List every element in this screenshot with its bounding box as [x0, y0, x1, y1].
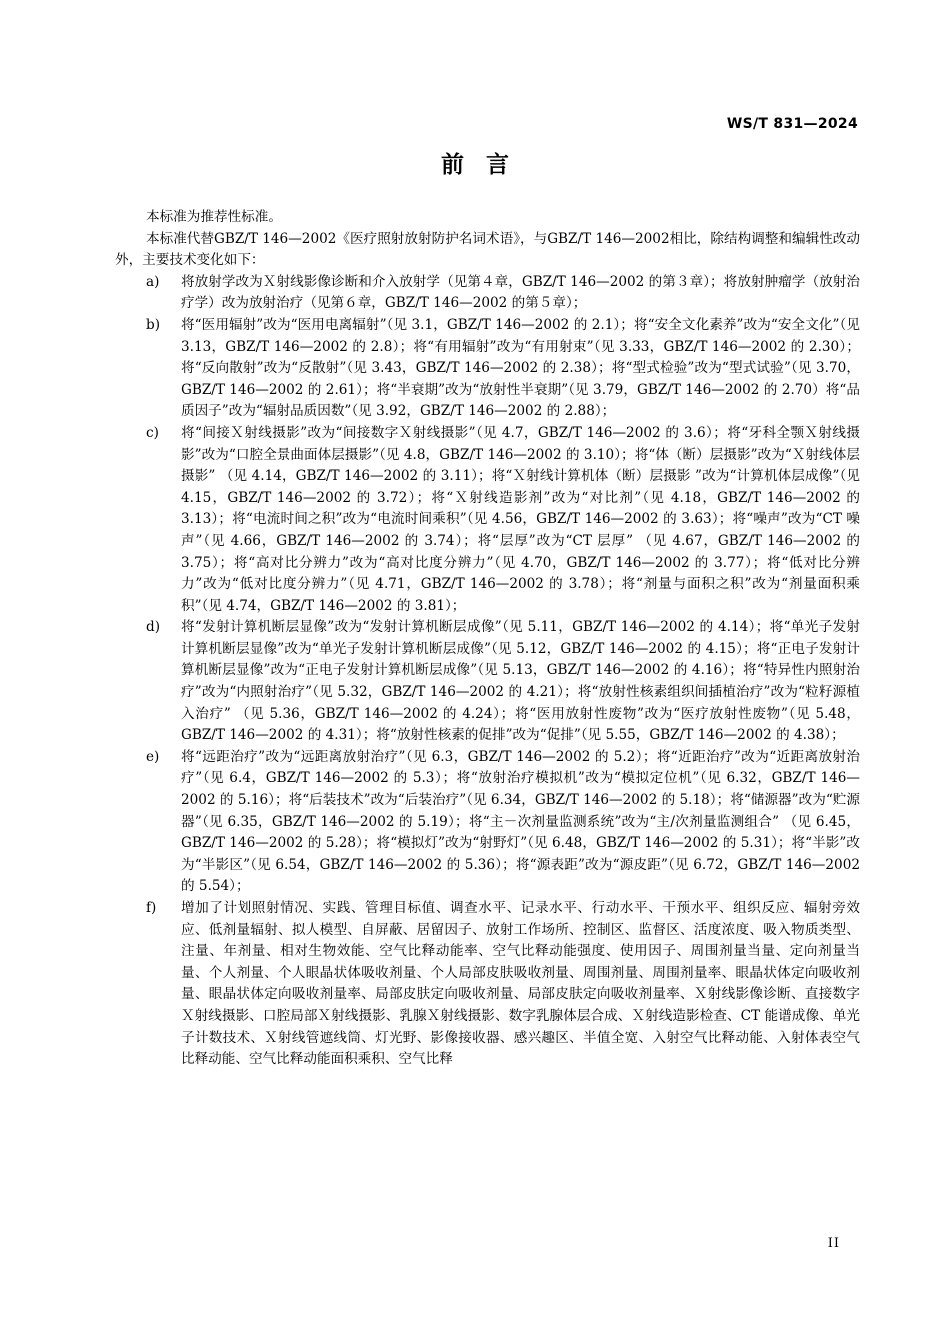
page-number: II	[827, 1236, 840, 1251]
list-item-text: 增加了计划照射情况、实践、管理目标值、调查水平、记录水平、行动水平、干预水平、组织反应、辐射旁效应、低剂量辐射、拟人模型、自屏蔽、居留因子、放射工作场所、控制区、监督区、活度浓度、吸入物质类型、注量、年剂量、相对生物效能、空气比释动能率、空气比释动能强度、使用因子、周围剂量当量、定向剂量当量、个人剂量、个人眼晶状体吸收剂量、个人局部皮肤吸收剂量、周围剂量、周围剂量率、眼晶状体定向吸收剂量、眼晶状体定向吸收剂量率、局部皮肤定向吸收剂量、局部皮肤定向吸收剂量率、Ｘ射线影像诊断、直接数字Ｘ射线摄影、口腔局部Ｘ射线摄影、乳腺Ｘ射线摄影、数字乳腺体层合成、Ｘ射线造影检查、CT 能谱成像、单光子计数技术、Ｘ射线管遮线筒、灯光野、影像接收器、感兴趣区、半值全宽、入射空气比释动能、入射体表空气比释动能、空气比释动能面积乘积、空气比释	[181, 900, 860, 1068]
list-item-text: 将“医用辐射”改为“医用电离辐射”（见 3.1，GBZ/T 146—2002 的 2.1）；将“安全文化素养”改为“安全文化”（见 3.13，GBZ/T 146—2002 的 2.8）；将“有用辐射”改为“有用射束”（见 3.33，GBZ/T 146—2002 的 2.30）；将“反向散射”改为“反散射”（见 3.43，GBZ/T 146—2002 的 2.38）；将“型式检验”改为“型式试验”（见 3.70，GBZ/T 146—2002 的 2.61）；将“半衰期”改为“放射性半衰期”（见 3.79，GBZ/T 146—2002 的 2.70）将“品质因子”改为“辐射品质因数”（见 3.92，GBZ/T 146—2002 的 2.88）；	[181, 316, 860, 420]
document-body	[115, 207, 860, 1071]
list-item-text: 将“间接Ｘ射线摄影”改为“间接数字Ｘ射线摄影”（见 4.7，GBZ/T 146—2002 的 3.6）；将“牙科全颚Ｘ射线摄影”改为“口腔全景曲面体层摄影”（见 4.8，GBZ/T 146—2002 的 3.10）；将“体（断）层摄影”改为“Ｘ射线体层摄影” （见 4.14，GBZ/T 146—2002 的 3.11）；将“Ｘ射线计算机体（断）层摄影 ”改为“计算机体层成像”（见 4.15，GBZ/T 146—2002 的 3.72）；将“Ｘ射线造影剂”改为“对比剂”（见 4.18，GBZ/T 146—2002 的 3.13）；将“电流时间之积”改为“电流时间乘积”（见 4.56，GBZ/T 146—2002 的 3.63）；将“噪声”改为“CT 噪声”（见 4.66，GBZ/T 146—2002 的 3.74）；将“层厚”改为“CT 层厚” （见 4.67，GBZ/T 146—2002 的 3.75）；将“高对比分辨力”改为“高对比度分辨力”（见 4.70，GBZ/T 146—2002 的 3.77）；将“低对比分辨力”改为“低对比度分辨力”（见 4.71，GBZ/T 146—2002 的 3.78）；将“剂量与面积之积”改为“剂量面积乘积”（见 4.74，GBZ/T 146—2002 的 3.81）；	[181, 424, 860, 614]
page-title: 前言	[441, 152, 531, 178]
intro-paragraph: 本标准为推荐性标准。	[146, 209, 282, 225]
list-item	[115, 315, 860, 423]
list-item	[115, 617, 860, 747]
list-item-text: 将放射学改为Ｘ射线影像诊断和介入放射学（见第４章，GBZ/T 146—2002 的第３章）；将放射肿瘤学（放射治疗学）改为放射治疗（见第６章，GBZ/T 146—2002 的第５章）；	[181, 273, 860, 312]
change-summary-paragraph: 本标准代替GBZ/T 146—2002《医疗照射放射防护名词术语》，与GBZ/T 146—2002相比，除结构调整和编辑性改动外，主要技术变化如下：	[115, 230, 860, 269]
list-item-text: 将“远距治疗”改为“远距离放射治疗”（见 6.3，GBZ/T 146—2002 的 5.2）；将“近距治疗”改为“近距离放射治疗”（见 6.4，GBZ/T 146—2002 的 5.3）；将“放射治疗模拟机”改为“模拟定位机”（见 6.32，GBZ/T 146—2002 的 5.16）；将“后装技术”改为“后装治疗”（见 6.34，GBZ/T 146—2002 的 5.18）；将“储源器”改为“贮源器”（见 6.35，GBZ/T 146—2002 的 5.19）；将“主－次剂量监测系统”改为“主/次剂量监测组合” （见 6.45，GBZ/T 146—2002 的 5.28）；将“模拟灯”改为“射野灯”（见 6.48，GBZ/T 146—2002 的 5.31）；将“半影”改为“半影区”（见 6.54，GBZ/T 146—2002 的 5.36）；将“源表距”改为“源皮距”（见 6.72，GBZ/T 146—2002 的 5.54）；	[181, 748, 860, 895]
list-item	[115, 423, 860, 617]
list-item-label: a)	[146, 273, 160, 290]
list-item-label: f)	[146, 900, 157, 916]
list-item	[115, 747, 860, 898]
change-list	[115, 272, 860, 1071]
list-item-label: e)	[146, 748, 160, 765]
list-item	[115, 272, 860, 315]
list-item-label: b)	[146, 316, 161, 333]
list-item-label: c)	[146, 424, 159, 441]
list-item-text: 将“发射计算机断层显像”改为“发射计算机断层成像”（见 5.11，GBZ/T 146—2002 的 4.14）；将“单光子发射计算机断层显像”改为“单光子发射计算机断层成像”（见 5.12，GBZ/T 146—2002 的 4.15）；将“正电子发射计算机断层显像”改为“正电子发射计算机断层成像”（见 5.13，GBZ/T 146—2002 的 4.16）；将“特异性内照射治疗”改为“内照射治疗”（见 5.32，GBZ/T 146—2002 的 4.21）；将“放射性核素组织间插植治疗”改为“粒籽源植入治疗” （见 5.36，GBZ/T 146—2002 的 4.24）；将“医用放射性废物”改为“医疗放射性废物”（见 5.48，GBZ/T 146—2002 的 4.31）；将“放射性核素的促排”改为“促排”（见 5.55，GBZ/T 146—2002 的 4.38）；	[181, 619, 860, 744]
list-item-label: d)	[146, 619, 161, 636]
standard-number: WS/T 831—2024	[726, 116, 858, 132]
list-item	[115, 898, 860, 1071]
